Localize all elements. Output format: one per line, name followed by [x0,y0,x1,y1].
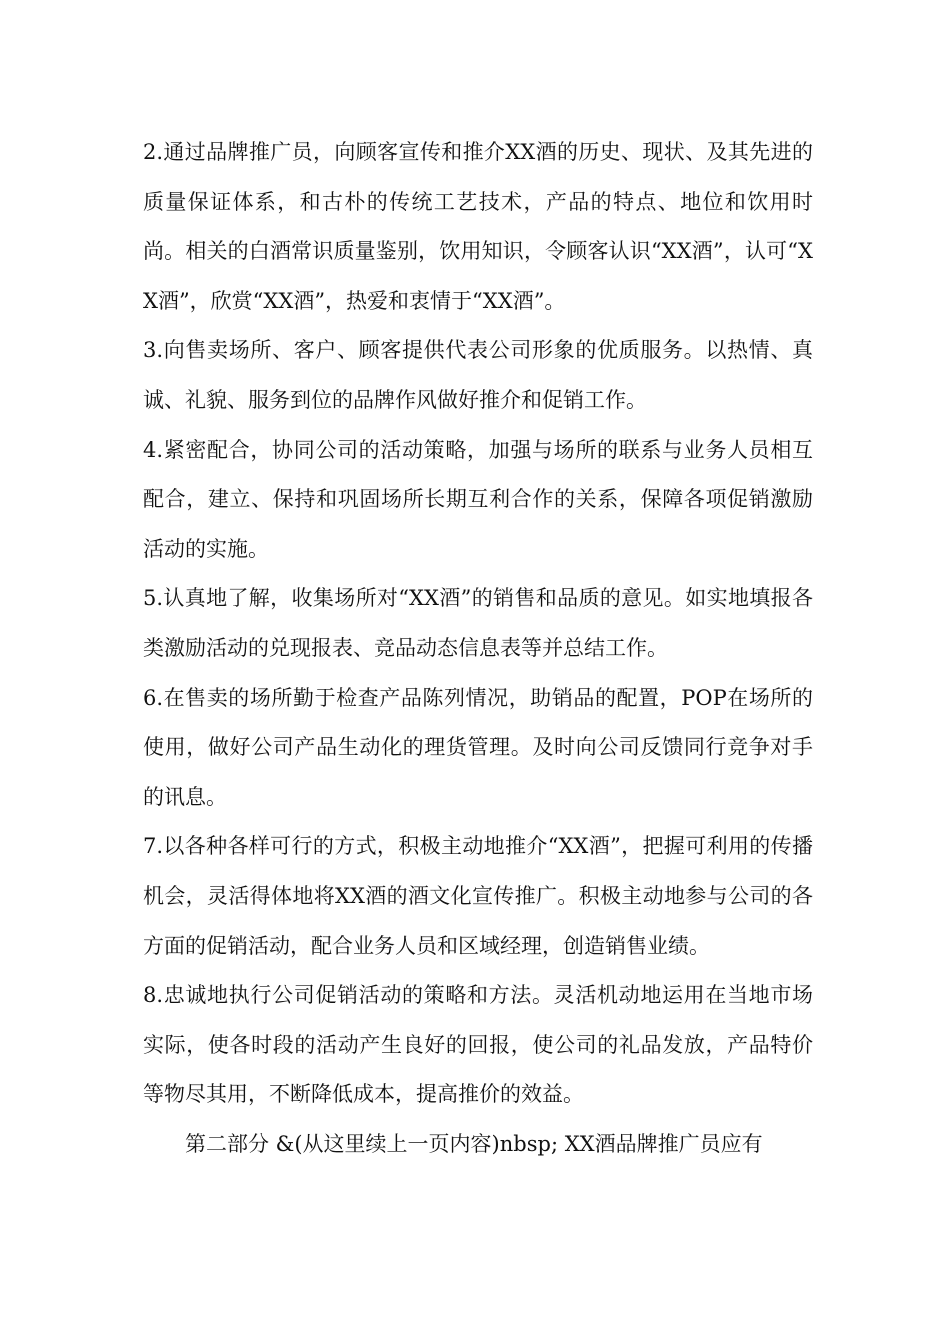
paragraph-item-7: 7.以各种各样可行的方式，积极主动地推介“XX酒”，把握可利用的传播机会，灵活得体地将XX酒的酒文化宣传推广。积极主动地参与公司的各方面的促销活动，配合业务人员和区域经理，创造销售业绩。 [143,834,813,958]
paragraph-item-5: 5.认真地了解，收集场所对“XX酒”的销售和品质的意见。如实地填报各类激励活动的兑现报表、竞品动态信息表等并总结工作。 [143,586,813,660]
document-body [143,128,813,1169]
section-heading-part-two: 第二部分 &(从这里续上一页内容)nbsp; XX酒品牌推广员应有 [185,1131,763,1156]
paragraph-item-4: 4.紧密配合，协同公司的活动策略，加强与场所的联系与业务人员相互配合，建立、保持和巩固场所长期互利合作的关系，保障各项促销激励活动的实施。 [143,437,813,561]
paragraph-item-6: 6.在售卖的场所勤于检查产品陈列情况，助销品的配置，POP在场所的使用，做好公司产品生动化的理货管理。及时向公司反馈同行竞争对手的讯息。 [143,685,813,809]
paragraph-item-8: 8.忠诚地执行公司促销活动的策略和方法。灵活机动地运用在当地市场实际，使各时段的活动产生良好的回报，使公司的礼品发放，产品特价等物尽其用，不断降低成本，提高推价的效益。 [143,983,813,1107]
paragraph-item-2: 2.通过品牌推广员，向顾客宣传和推介XX酒的历史、现状、及其先进的质量保证体系，和古朴的传统工艺技术，产品的特点、地位和饮用时尚。相关的白酒常识质量鉴别，饮用知识，令顾客认识“XX酒”，认可“XX酒”，欣赏“XX酒”，热爱和衷情于“XX酒”。 [143,140,813,313]
paragraph-item-3: 3.向售卖场所、客户、顾客提供代表公司形象的优质服务。以热情、真诚、礼貌、服务到位的品牌作风做好推介和促销工作。 [143,338,813,412]
